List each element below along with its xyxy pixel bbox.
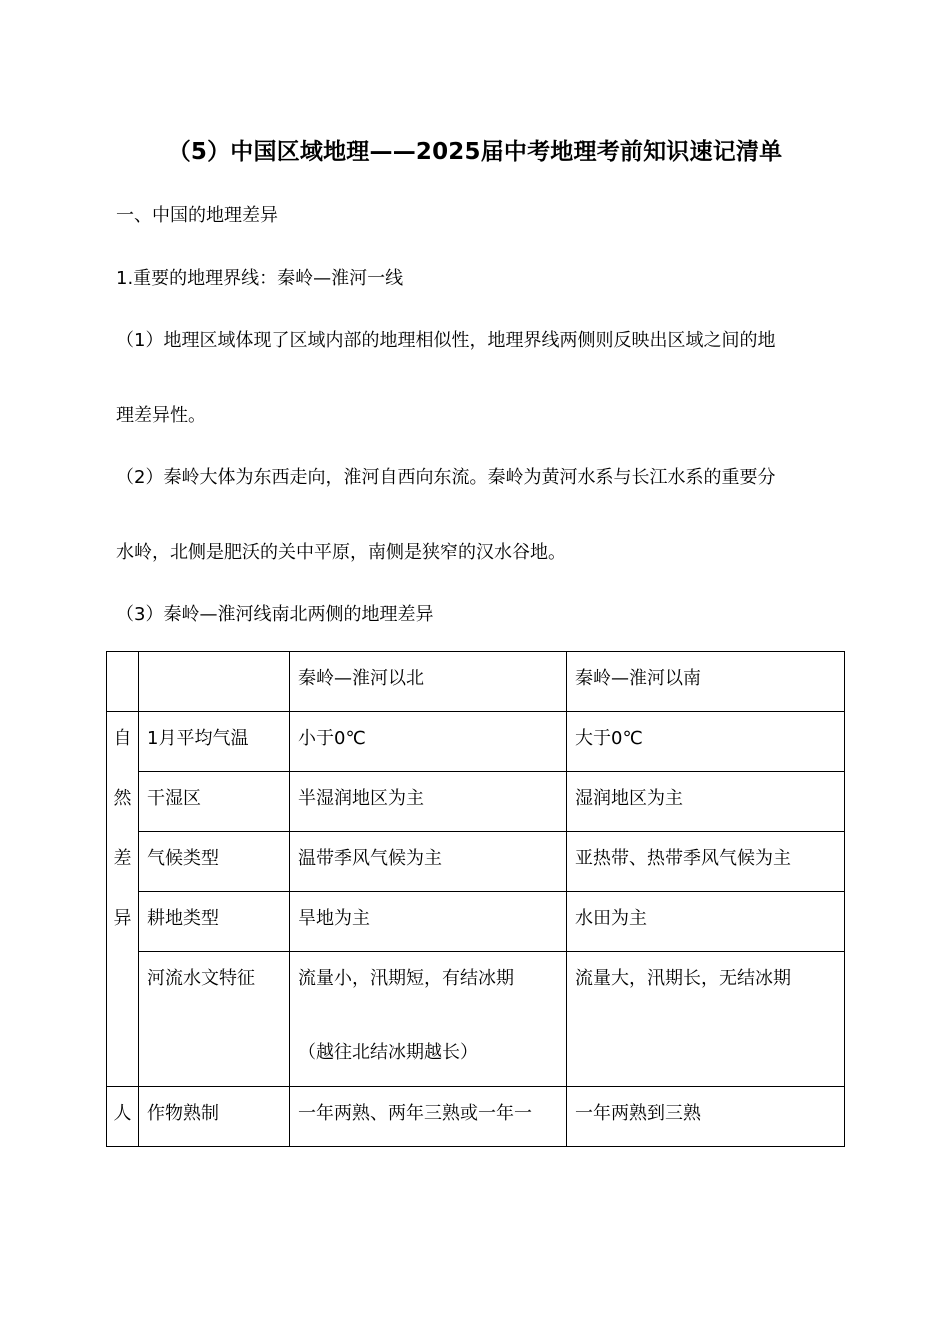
category-char: 自	[113, 728, 132, 749]
page-title: （5）中国区域地理——2025届中考地理考前知识速记清单	[167, 139, 783, 165]
table-row	[107, 772, 845, 832]
table-header-south: 秦岭—淮河以南	[567, 652, 845, 712]
geography-difference-table	[106, 651, 845, 1147]
table-row	[107, 892, 845, 952]
human-difference-category: 人	[107, 1087, 139, 1147]
paragraph-1-line-1: （1）地理区域体现了区域内部的地理相似性，地理界线两侧则反映出区域之间的地	[116, 330, 776, 351]
table-row	[107, 712, 845, 772]
row-item: 耕地类型	[139, 892, 290, 952]
north-value: 旱地为主	[290, 892, 567, 952]
south-value: 亚热带、热带季风气候为主	[567, 832, 845, 892]
table-row	[107, 1087, 845, 1147]
table-header-cell	[107, 652, 139, 712]
table-header-north: 秦岭—淮河以北	[290, 652, 567, 712]
subsection-heading: 1.重要的地理界线：秦岭—淮河一线	[116, 268, 404, 289]
category-char: 然	[113, 788, 132, 809]
row-item: 作物熟制	[139, 1087, 290, 1147]
north-value	[290, 952, 567, 1087]
south-value: 一年两熟到三熟	[567, 1087, 845, 1147]
south-value: 湿润地区为主	[567, 772, 845, 832]
north-value: 温带季风气候为主	[290, 832, 567, 892]
paragraph-1-line-2: 理差异性。	[116, 405, 206, 426]
category-char: 异	[113, 908, 132, 929]
row-item: 河流水文特征	[139, 952, 290, 1087]
north-value: 小于0℃	[290, 712, 567, 772]
row-item: 1月平均气温	[139, 712, 290, 772]
north-value-line-1: 流量小，汛期短，有结冰期	[298, 968, 514, 989]
paragraph-2-line-1: （2）秦岭大体为东西走向，淮河自西向东流。秦岭为黄河水系与长江水系的重要分	[116, 467, 776, 488]
paragraph-2-line-2: 水岭，北侧是肥沃的关中平原，南侧是狭窄的汉水谷地。	[116, 542, 566, 563]
table-row	[107, 832, 845, 892]
south-value: 流量大，汛期长，无结冰期	[567, 952, 845, 1087]
section-heading: 一、中国的地理差异	[116, 205, 278, 226]
row-item: 干湿区	[139, 772, 290, 832]
south-value: 水田为主	[567, 892, 845, 952]
row-item: 气候类型	[139, 832, 290, 892]
table-header-row	[107, 652, 845, 712]
table-row	[107, 952, 845, 1087]
category-char: 差	[113, 848, 132, 869]
natural-difference-category	[107, 712, 139, 1087]
north-value: 半湿润地区为主	[290, 772, 567, 832]
table-header-cell	[139, 652, 290, 712]
paragraph-3: （3）秦岭—淮河线南北两侧的地理差异	[116, 604, 434, 625]
north-value: 一年两熟、两年三熟或一年一	[290, 1087, 567, 1147]
south-value: 大于0℃	[567, 712, 845, 772]
north-value-line-2: （越往北结冰期越长）	[298, 1042, 478, 1063]
